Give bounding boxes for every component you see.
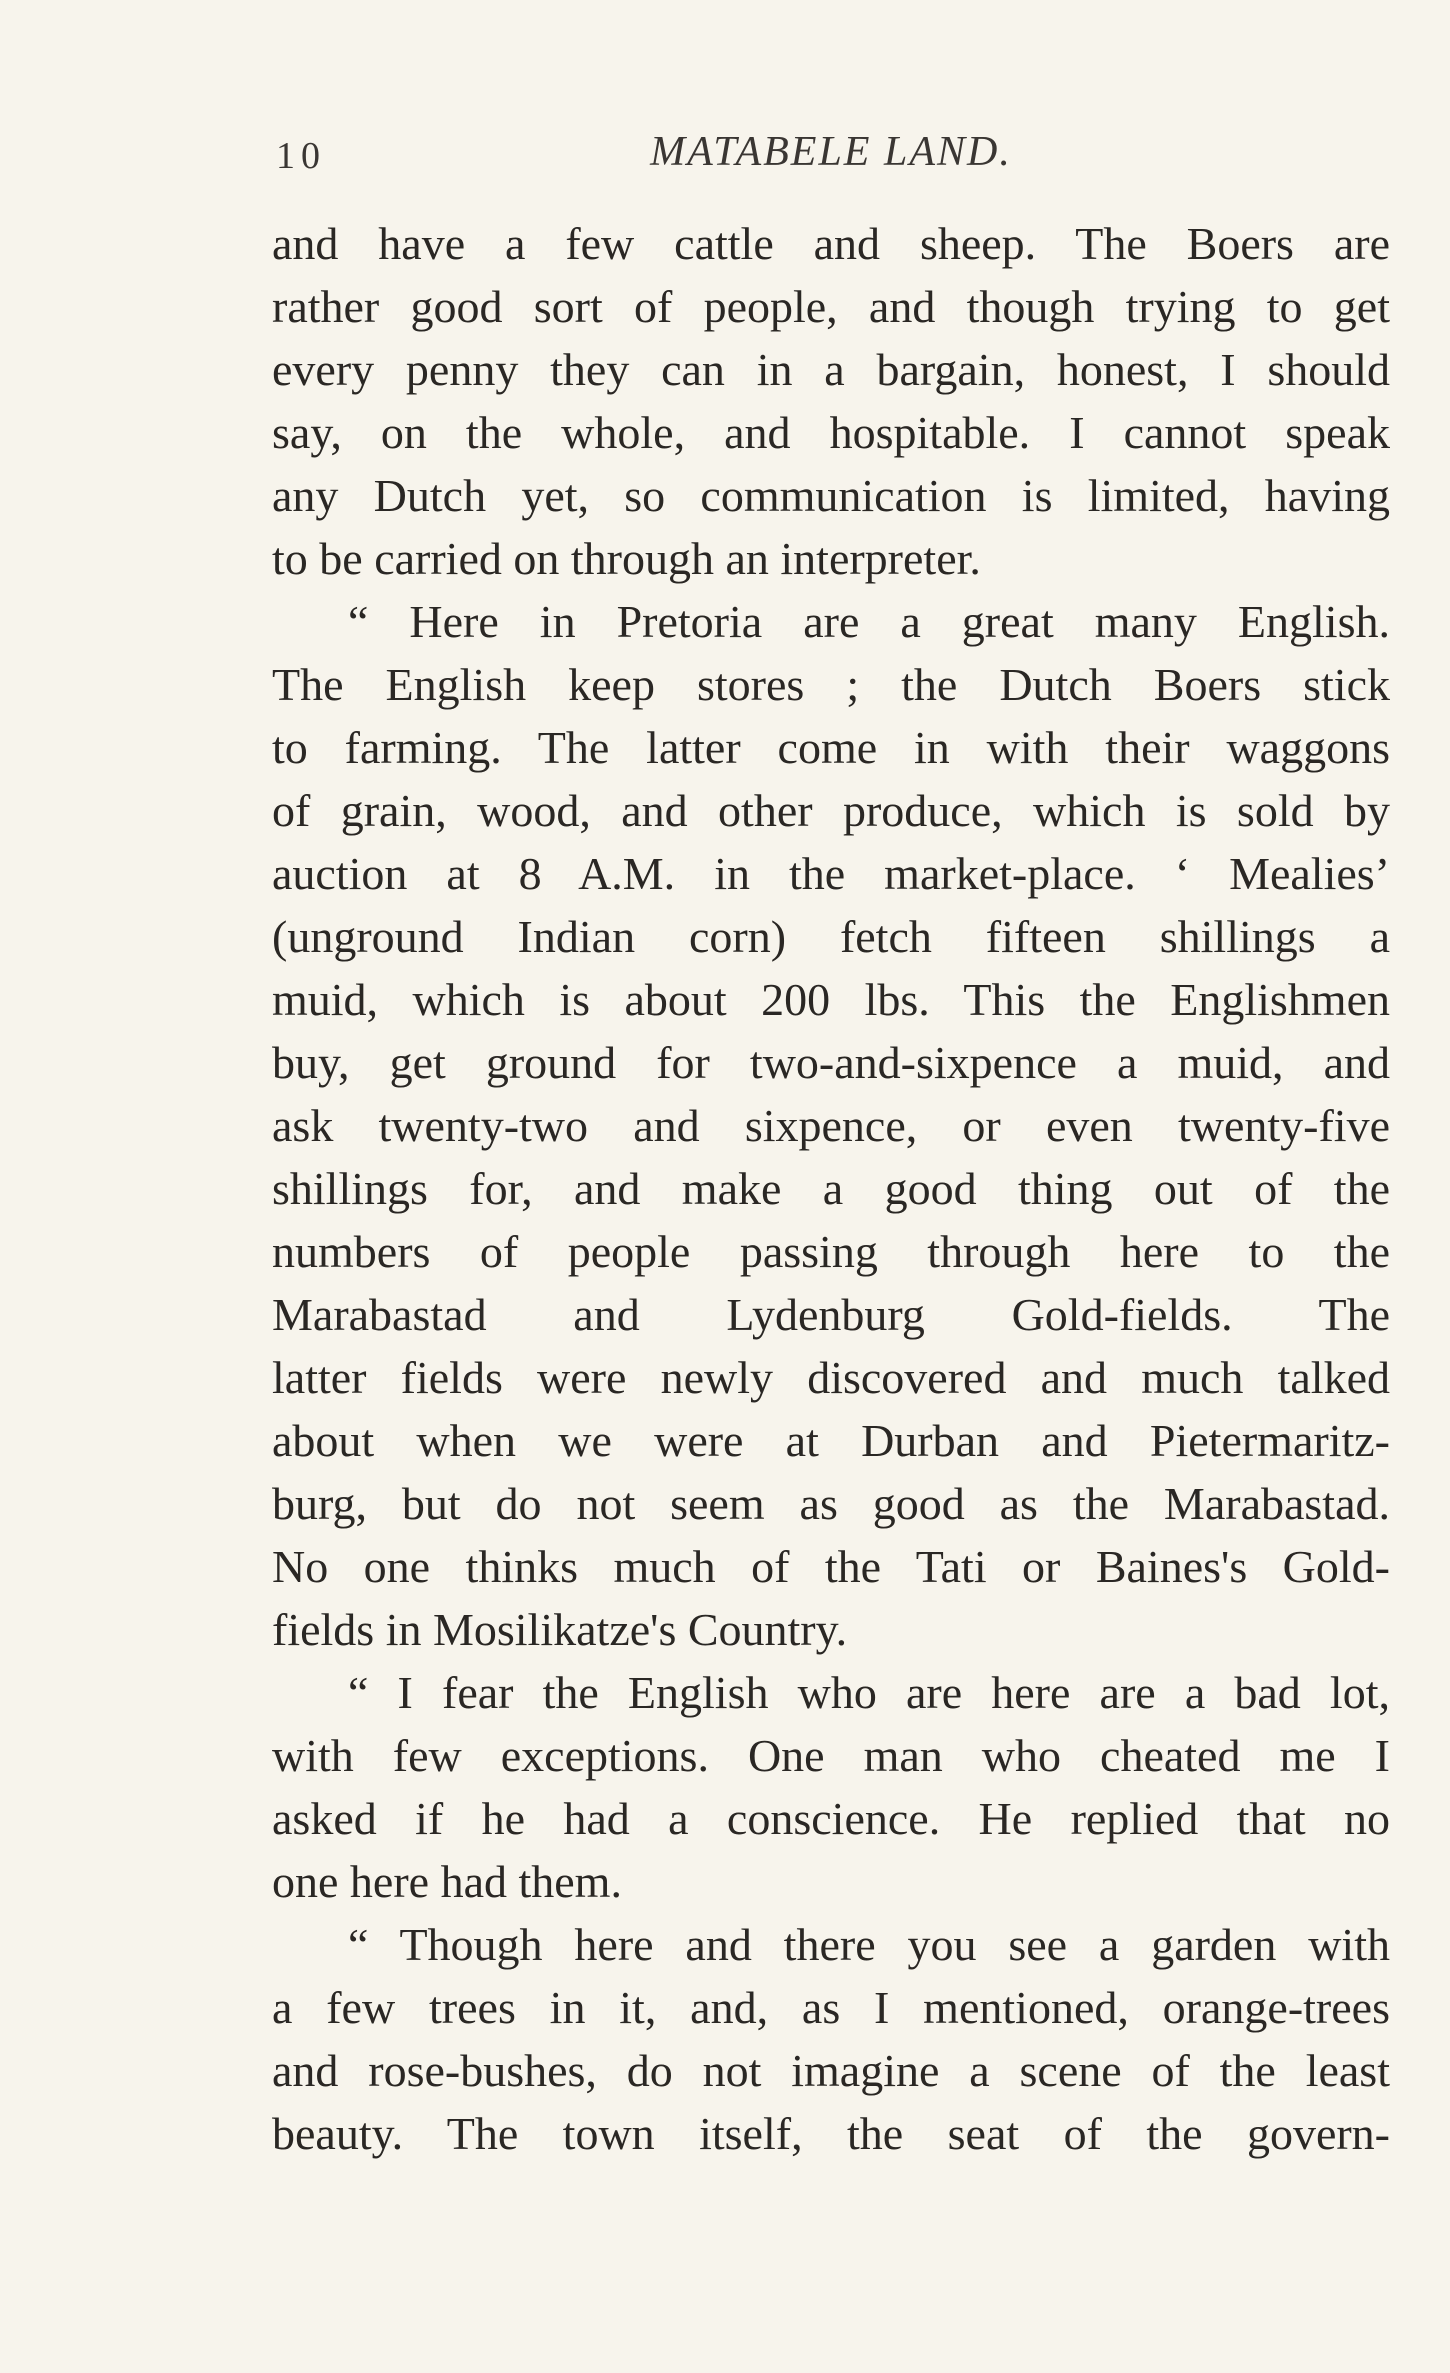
text-line: fields in Mosilikatze's Country.	[272, 1604, 848, 1655]
text-line: with few exceptions. One man who cheated me I	[272, 1730, 1390, 1781]
text-line: about when we were at Durban and Pietermaritz-	[272, 1415, 1390, 1466]
text-line: ask twenty-two and sixpence, or even twenty-five	[272, 1100, 1390, 1151]
text-line: Marabastad and Lydenburg Gold-fields. The	[272, 1289, 1390, 1340]
body-text	[272, 212, 1390, 2165]
text-line: to be carried on through an interpreter.	[272, 533, 981, 584]
text-line: shillings for, and make a good thing out of the	[272, 1163, 1390, 1214]
page-number: 10	[276, 135, 326, 177]
text-line: any Dutch yet, so communication is limited, having	[272, 470, 1390, 521]
text-line: to farming. The latter come in with their waggons	[272, 722, 1390, 773]
text-line: say, on the whole, and hospitable. I cannot speak	[272, 407, 1390, 458]
text-line: asked if he had a conscience. He replied that no	[272, 1793, 1390, 1844]
text-line: a few trees in it, and, as I mentioned, orange-trees	[272, 1982, 1390, 2033]
text-line: every penny they can in a bargain, honest, I should	[272, 344, 1390, 395]
text-line: “ Though here and there you see a garden with	[348, 1919, 1390, 1970]
text-line: The English keep stores ; the Dutch Boers stick	[272, 659, 1390, 710]
text-line: muid, which is about 200 lbs. This the Englishmen	[272, 974, 1390, 1025]
text-line: one here had them.	[272, 1856, 622, 1907]
text-line: of grain, wood, and other produce, which is sold by	[272, 785, 1390, 836]
text-line: numbers of people passing through here to the	[272, 1226, 1390, 1277]
text-line: and rose-bushes, do not imagine a scene of the least	[272, 2045, 1390, 2096]
text-line: “ I fear the English who are here are a bad lot,	[348, 1667, 1390, 1718]
text-line: and have a few cattle and sheep. The Boers are	[272, 218, 1390, 269]
text-line: buy, get ground for two-and-sixpence a muid, and	[272, 1037, 1390, 1088]
text-line: (unground Indian corn) fetch fifteen shillings a	[272, 911, 1390, 962]
running-title: MATABELE LAND.	[650, 129, 1012, 175]
text-line: burg, but do not seem as good as the Marabastad.	[272, 1478, 1390, 1529]
text-line: latter fields were newly discovered and much talked	[272, 1352, 1390, 1403]
text-line: No one thinks much of the Tati or Baines's Gold-	[272, 1541, 1390, 1592]
text-line: “ Here in Pretoria are a great many English.	[348, 596, 1390, 647]
text-line: rather good sort of people, and though trying to get	[272, 281, 1390, 332]
running-head	[272, 128, 1390, 188]
text-line: beauty. The town itself, the seat of the govern-	[272, 2108, 1390, 2159]
text-line: auction at 8 A.M. in the market-place. ‘ Mealies’	[272, 848, 1390, 899]
